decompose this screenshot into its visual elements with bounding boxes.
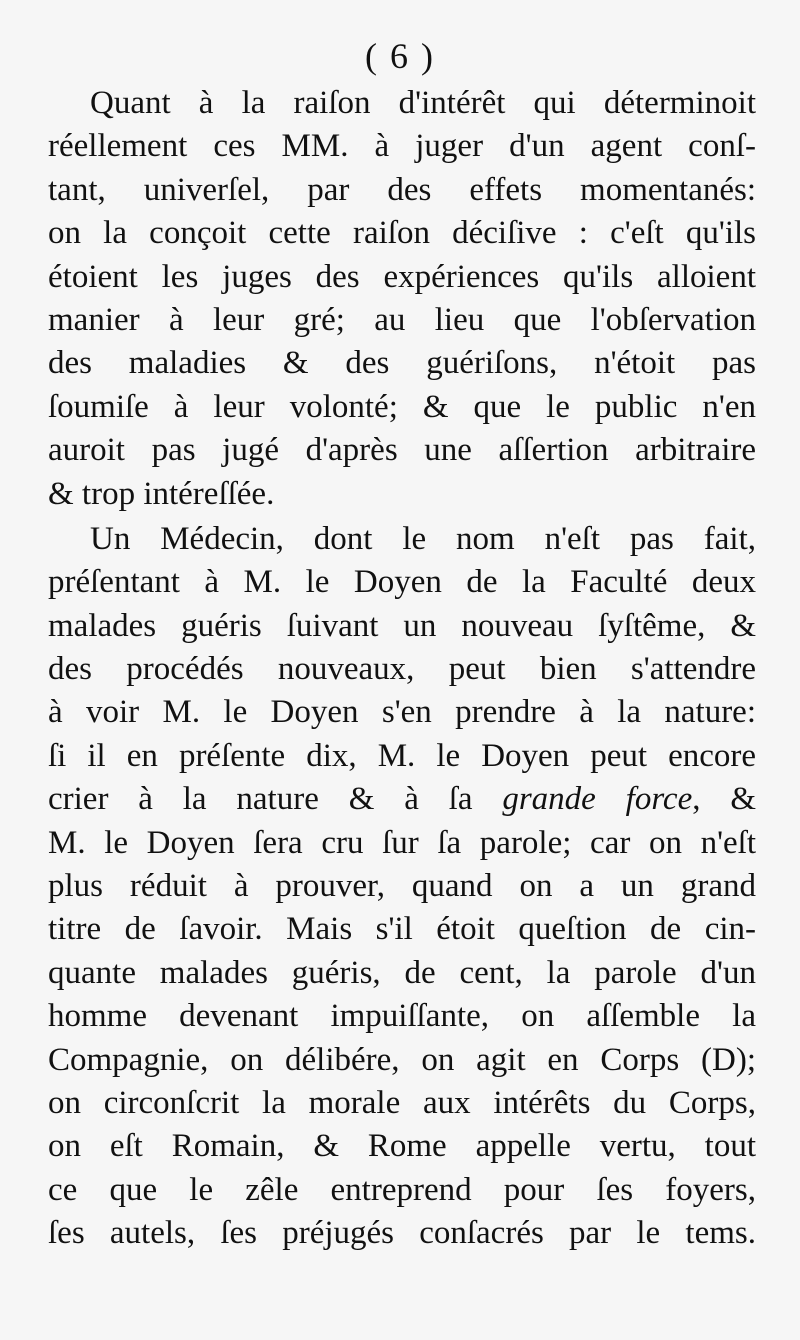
text-line: on eſt Romain, & Rome appelle vertu, tout [48,1128,756,1165]
text-line: préſentant à M. le Doyen de la Faculté deux [48,564,756,601]
text-line: M. le Doyen ſera cru ſur ſa parole; car on n'eſt [48,824,756,861]
text-line: auroit pas jugé d'après une aſſertion arbitraire [48,432,756,469]
text-line: & trop intéreſſée. [48,475,275,512]
text-line: tant, univerſel, par des effets momentanés: [48,171,756,208]
text-line: à voir M. le Doyen s'en prendre à la nature: [48,694,756,731]
text-line: titre de ſavoir. Mais s'il étoit queſtion de cin- [48,911,756,948]
text-line: étoient les juges des expériences qu'ils alloient [48,258,756,295]
text-line: homme devenant impuiſſante, on aſſemble la [48,998,756,1035]
body-text [48,82,756,1256]
text-line: des procédés nouveaux, peut bien s'attendre [48,651,756,688]
text-line: on la conçoit cette raiſon déciſive : c'eſt qu'ils [48,215,756,252]
text-line: crier à la nature & à ſa grande force, & [48,781,756,818]
text-line: quante malades guéris, de cent, la parole d'un [48,954,756,991]
text-line: Un Médecin, dont le nom n'eſt pas fait, [90,520,756,557]
italic-phrase: grande force [502,781,693,818]
text-line: manier à leur gré; au lieu que l'obſervation [48,301,756,338]
text-line: réellement ces MM. à juger d'un agent conſ- [48,128,756,165]
text-line: Compagnie, on délibére, on agit en Corps (D); [48,1041,756,1078]
text-line: des maladies & des guériſons, n'étoit pas [48,345,756,382]
text-line: ſes autels, ſes préjugés conſacrés par le tems. [48,1215,756,1252]
text-line: ce que le zêle entreprend pour ſes foyers, [48,1171,756,1208]
text-line: Quant à la raiſon d'intérêt qui déterminoit [90,85,756,121]
text-line: ſi il en préſente dix, M. le Doyen peut encore [48,737,756,774]
text-line: malades guéris ſuivant un nouveau ſyſtême, & [48,607,756,644]
text-line: on circonſcrit la morale aux intérêts du Corps, [48,1084,756,1121]
text-line: plus réduit à prouver, quand on a un grand [48,868,756,905]
text-line: ſoumiſe à leur volonté; & que le public n'en [48,388,756,425]
page-number: ( 6 ) [365,36,435,76]
